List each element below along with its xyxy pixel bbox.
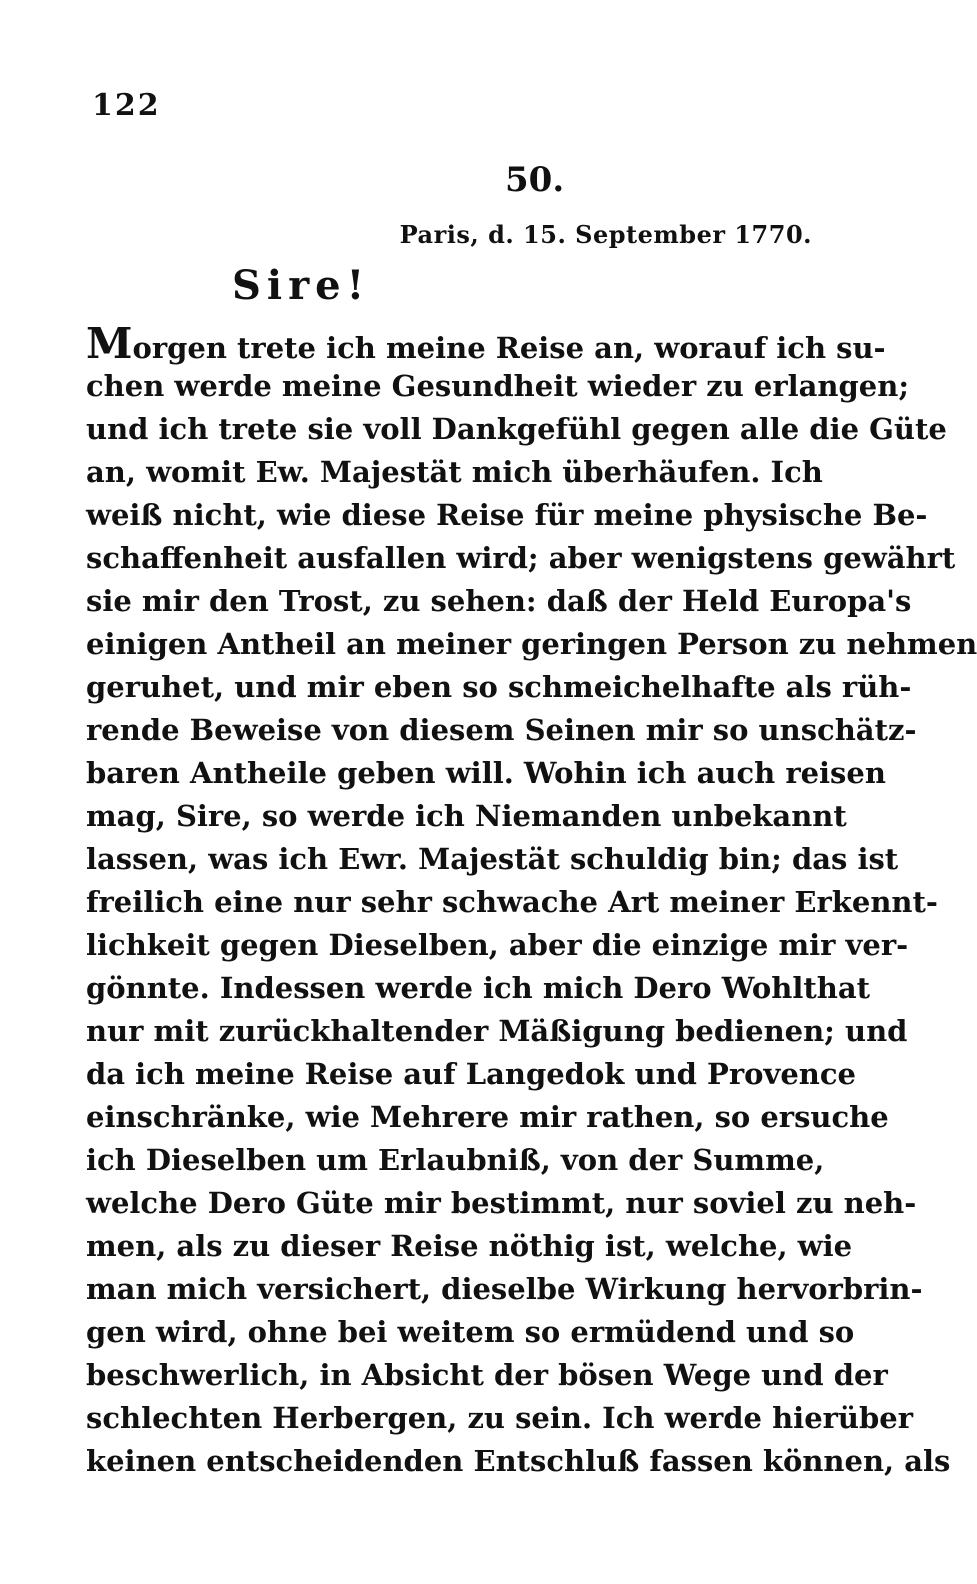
- body-line: chen werde meine Gesundheit wieder zu erlangen;: [86, 369, 910, 403]
- body-line: beschwerlich, in Absicht der bösen Wege und der: [86, 1358, 888, 1392]
- body-line: gönnte. Indessen werde ich mich Dero Wohlthat: [86, 971, 871, 1005]
- body-line: da ich meine Reise auf Langedok und Provence: [86, 1057, 856, 1091]
- body-line: lassen, was ich Ewr. Majestät schuldig bin; das ist: [86, 842, 899, 876]
- body-line: welche Dero Güte mir bestimmt, nur soviel zu neh-: [86, 1186, 917, 1220]
- letter-body: [86, 319, 977, 1483]
- body-line: geruhet, und mir eben so schmeichelhafte als rüh-: [86, 670, 912, 704]
- body-line: men, als zu dieser Reise nöthig ist, welche, wie: [86, 1229, 853, 1263]
- body-line: ich Dieselben um Erlaubniß, von der Summe,: [86, 1143, 825, 1177]
- body-line: lichkeit gegen Dieselben, aber die einzige mir ver-: [86, 928, 909, 962]
- body-line: gen wird, ohne bei weitem so ermüdend und so: [86, 1315, 855, 1349]
- body-line: baren Antheile geben will. Wohin ich auch reisen: [86, 756, 886, 790]
- body-line: sie mir den Trost, zu sehen: daß der Held Europa's: [86, 584, 912, 618]
- body-line: Morgen trete ich meine Reise an, worauf ich su-: [86, 319, 886, 368]
- body-line: man mich versichert, dieselbe Wirkung hervorbrin-: [86, 1272, 923, 1306]
- letter-number: 50.: [505, 160, 565, 200]
- body-line: und ich trete sie voll Dankgefühl gegen alle die Güte: [86, 412, 947, 446]
- body-line: weiß nicht, wie diese Reise für meine physische Be-: [86, 498, 928, 532]
- body-line: einigen Antheil an meiner geringen Person zu nehmen: [86, 627, 977, 661]
- body-line: keinen entscheidenden Entschluß fassen können, als: [86, 1444, 951, 1478]
- page-number: 122: [92, 88, 161, 123]
- body-line: einschränke, wie Mehrere mir rathen, so ersuche: [86, 1100, 889, 1134]
- body-line: mag, Sire, so werde ich Niemanden unbekannt: [86, 799, 847, 833]
- body-line: schlechten Herbergen, zu sein. Ich werde hierüber: [86, 1401, 914, 1435]
- salutation: Sire!: [232, 262, 371, 309]
- body-line: schaffenheit ausfallen wird; aber wenigstens gewährt: [86, 541, 956, 575]
- body-line: nur mit zurückhaltender Mäßigung bedienen; und: [86, 1014, 908, 1048]
- body-line: freilich eine nur sehr schwache Art meiner Erkennt-: [86, 885, 938, 919]
- body-line: rende Beweise von diesem Seinen mir so unschätz-: [86, 713, 917, 747]
- body-line: an, womit Ew. Majestät mich überhäufen. Ich: [86, 455, 823, 489]
- dateline: Paris, d. 15. September 1770.: [399, 220, 812, 249]
